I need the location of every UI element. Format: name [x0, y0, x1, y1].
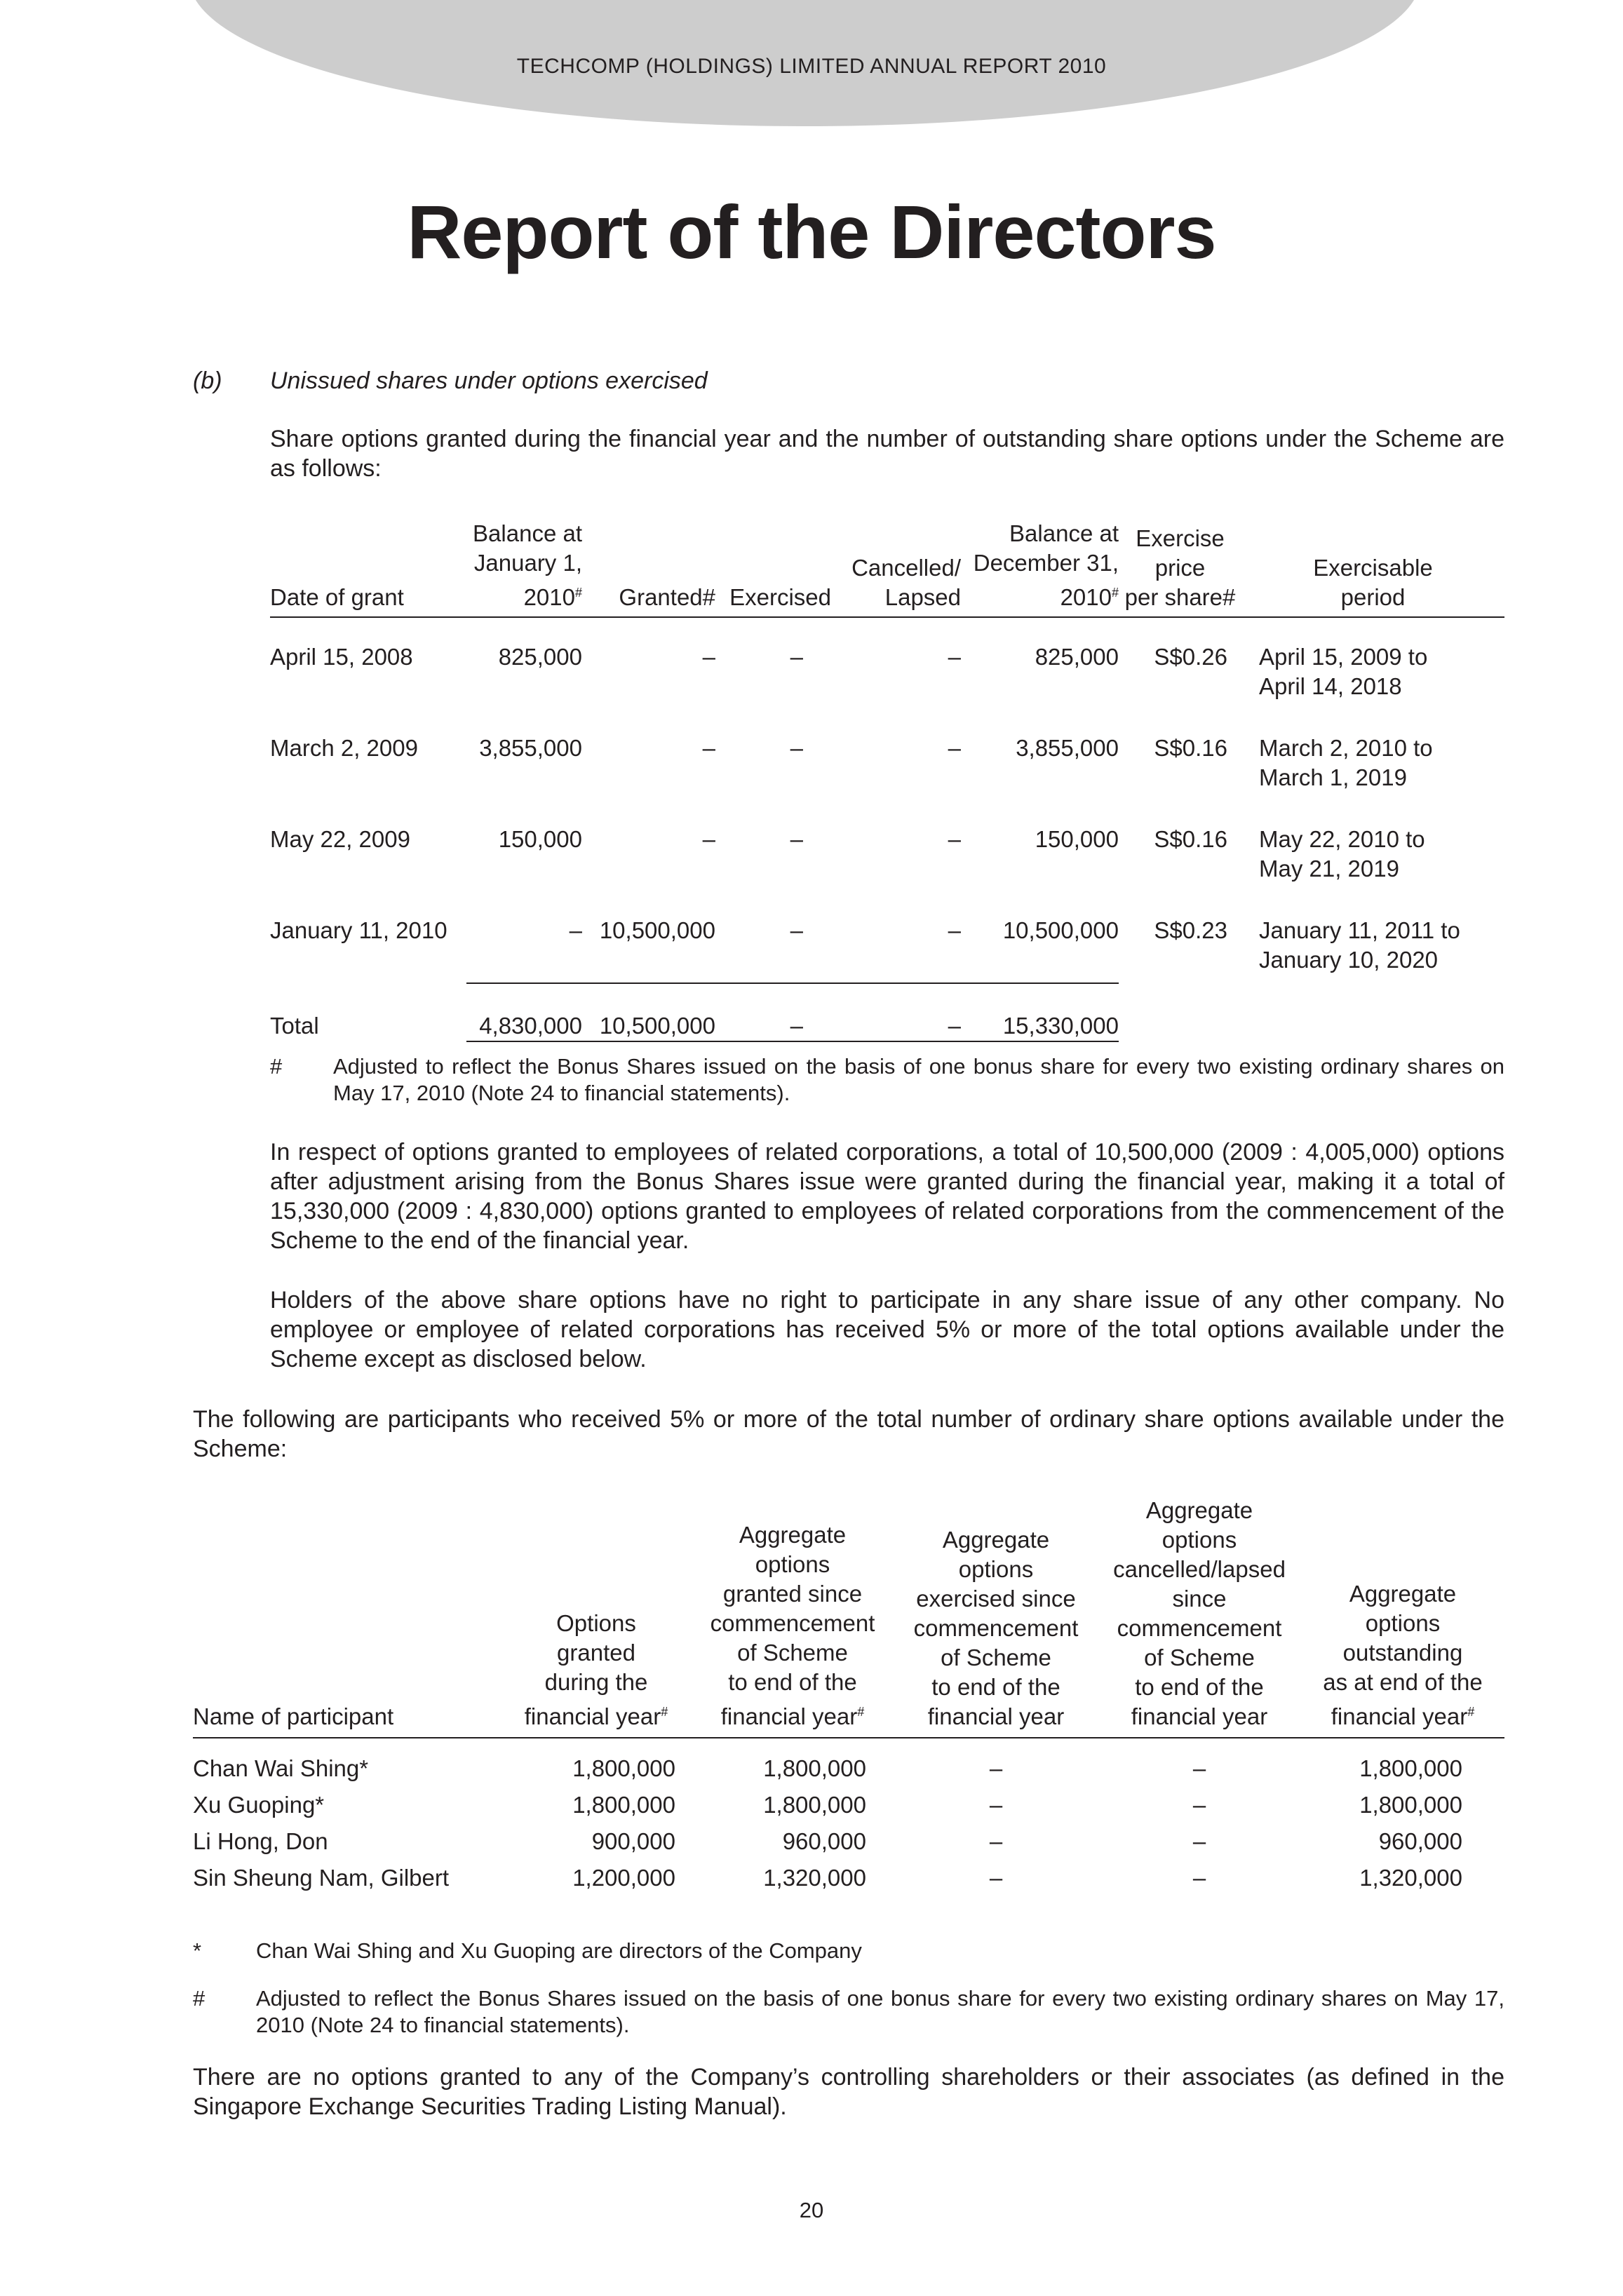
table-row: Xu Guoping* 1,800,000 1,800,000 – – 1,800,000 — [193, 1792, 1462, 1818]
col-cancelled-lapsed: Cancelled/ Lapsed — [831, 519, 961, 617]
col-participant-name: Name of participant — [193, 1496, 501, 1738]
col-aggregate-cancelled: Aggregate options cancelled/lapsed since commencement of Scheme to end of the financial year — [1098, 1496, 1301, 1738]
table-row: Sin Sheung Nam, Gilbert 1,200,000 1,320,000 – – 1,320,000 — [193, 1865, 1462, 1891]
page-number: 20 — [799, 2198, 824, 2222]
table-row: Li Hong, Don 900,000 960,000 – – 960,000 — [193, 1828, 1462, 1854]
footnote-star-text: Chan Wai Shing and Xu Guoping are directors of the Company — [256, 1938, 862, 1963]
intro-paragraph: Share options granted during the financial year and the number of outstanding share options under the Scheme are as follows: — [270, 426, 1504, 482]
page-title: Report of the Directors — [407, 189, 1216, 274]
holders-paragraph: Holders of the above share options have no right to participate in any share issue of any other company. No employee or employee of related corporations has received 5% or more of the total options available under the Scheme except as disclosed below. — [270, 1287, 1504, 1372]
share-options-table — [270, 519, 1504, 1042]
col-balance-dec: Balance at December 31, 2010# — [961, 519, 1119, 617]
footnote-hash-mark-2: # — [193, 1986, 206, 2011]
participants-intro-paragraph: The following are participants who received 5% or more of the total number of ordinary share options available under the Scheme: — [193, 1406, 1504, 1462]
col-exercisable-period: Exercisable period — [1241, 519, 1504, 617]
table-row: May 22, 2009 150,000 – – – 150,000 S$0.16 May 22, 2010 to May 21, 2019 — [270, 826, 1425, 882]
section-marker: (b) — [193, 367, 222, 394]
col-exercise-price: Exercise price per share# — [1119, 519, 1241, 617]
total-row: Total 4,830,000 10,500,000 – – 15,330,000 — [270, 1011, 1504, 1041]
col-granted: Granted# — [582, 519, 715, 617]
table-row: Chan Wai Shing* 1,800,000 1,800,000 – – 1,800,000 — [193, 1755, 1462, 1781]
col-exercised: Exercised — [715, 519, 831, 617]
table-row: April 15, 2008 825,000 – – – 825,000 S$0.26 April 15, 2009 to April 14, 2018 — [270, 644, 1428, 699]
footnote-star-mark: * — [193, 1938, 202, 1963]
participants-table-header — [193, 1496, 1504, 1738]
footnote-hash-text: Adjusted to reflect the Bonus Shares issued on the basis of one bonus share for every two existing ordinary shares on May 17, 2010 (Note 24 to financial statements). — [333, 1054, 1504, 1105]
footnote-hash-text-2: Adjusted to reflect the Bonus Shares issued on the basis of one bonus share for every two existing ordinary shares on May 17, 2010 (Note 24 to financial statements). — [256, 1986, 1504, 2037]
participants-table — [193, 1496, 1504, 1896]
col-date-of-grant: Date of grant — [270, 519, 466, 617]
table-row: March 2, 2009 3,855,000 – – – 3,855,000 S$0.16 March 2, 2010 to March 1, 2019 — [270, 735, 1433, 790]
footnote-hash-mark: # — [270, 1054, 283, 1079]
col-options-granted-year: Options granted during the financial year# — [501, 1496, 691, 1738]
running-header: TECHCOMP (HOLDINGS) LIMITED ANNUAL REPORT 2010 — [516, 55, 1107, 78]
col-aggregate-granted: Aggregate options granted since commencement of Scheme to end of the financial year# — [691, 1496, 894, 1738]
section-heading: Unissued shares under options exercised — [270, 367, 708, 394]
col-balance-jan: Balance at January 1, 2010# — [466, 519, 582, 617]
table-row: January 11, 2010 – 10,500,000 – – 10,500,000 S$0.23 January 11, 2011 to January 10, 2020 — [270, 917, 1460, 973]
col-aggregate-outstanding: Aggregate options outstanding as at end of the financial year# — [1301, 1496, 1504, 1738]
final-paragraph: There are no options granted to any of the Company’s controlling shareholders or their associates (as defined in the Singapore Exchange Securities Trading Listing Manual). — [193, 2064, 1504, 2120]
col-aggregate-exercised: Aggregate options exercised since commencement of Scheme to end of the financial year — [894, 1496, 1098, 1738]
options-table-header — [270, 519, 1504, 617]
related-corporations-paragraph: In respect of options granted to employees of related corporations, a total of 10,500,000 (2009 : 4,005,000) options after adjustment arising from the Bonus Shares issue were granted during the financial year, making it a total of 15,330,000 (2009 : 4,830,000) options granted to employees of related corporations from the commencement of the Scheme to the end of the financial year. — [270, 1139, 1504, 1254]
